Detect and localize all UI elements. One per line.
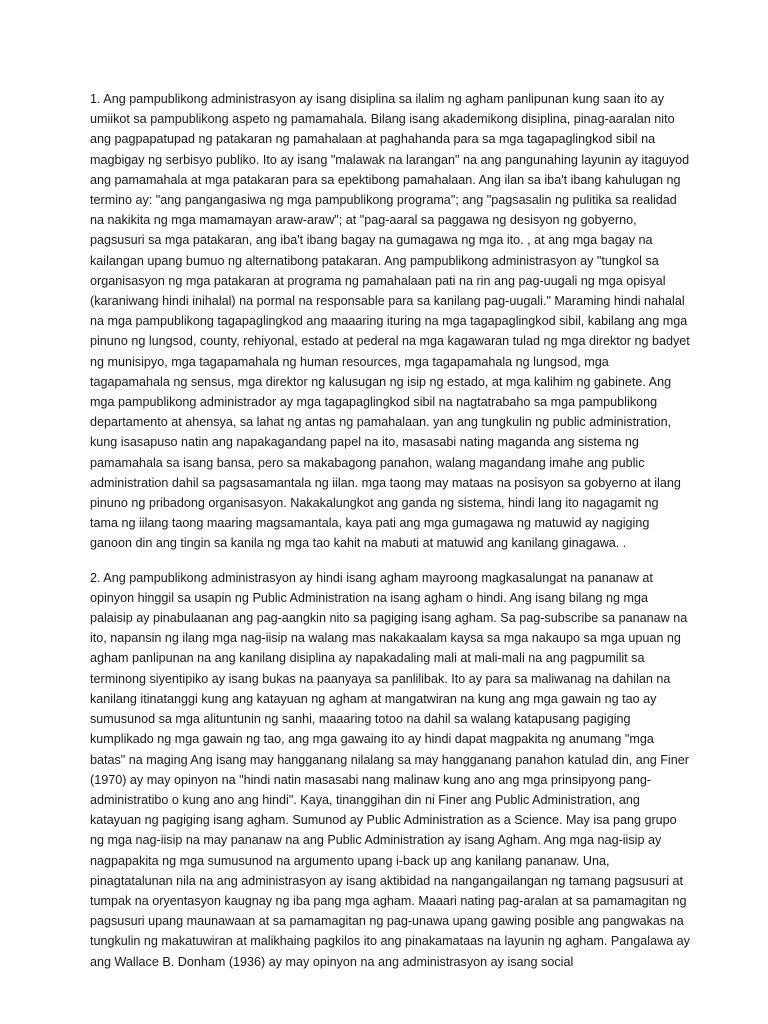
document-page xyxy=(90,89,690,986)
paragraph-1: 1. Ang pampublikong administrasyon ay isang disiplina sa ilalim ng agham panlipunan kung saan ito ay umiikot sa pampublikong aspeto ng pamamahala. Bilang isang akademikong disiplina, pinag-aaralan nito ang pagpapatupad ng patakaran ng pamahalaan at paghahanda para sa mga tagapaglingkod sibil na magbigay ng serbisyo publiko. Ito ay isang "malawak na larangan" na ang pangunahing layunin ay itaguyod ang pamamahala at mga patakaran para sa epektibong pamahalaan. Ang ilan sa iba't ibang kahulugan ng termino ay: "ang pangangasiwa ng mga pampublikong programa"; ang "pagsasalin ng pulitika sa realidad na nakikita ng mga mamamayan araw-araw"; at "pag-aaral sa paggawa ng desisyon ng gobyerno, pagsusuri sa mga patakaran, ang iba't ibang bagay na gumagawa ng mga ito. , at ang mga bagay na kailangan upang bumuo ng alternatibong patakaran. Ang pampublikong administrasyon ay "tungkol sa organisasyon ng mga patakaran at programa ng pamahalaan pati na rin ang pag-uugali ng mga opisyal (karaniwang hindi inihalal) na pormal na responsable para sa kanilang pag-uugali." Maraming hindi nahalal na mga pampublikong tagapaglingkod ang maaaring ituring na mga tagapaglingkod sibil, kabilang ang mga pinuno ng lungsod, county, rehiyonal, estado at pederal na mga kagawaran tulad ng mga direktor ng badyet ng munisipyo, mga tagapamahala ng human resources, mga tagapamahala ng lungsod, mga tagapamahala ng sensus, mga direktor ng kalusugan ng isip ng estado, at mga kalihim ng gabinete. Ang mga pampublikong administrador ay mga tagapaglingkod sibil na nagtatrabaho sa mga pampublikong departamento at ahensya, sa lahat ng antas ng pamahalaan. yan ang tungkulin ng public administration, kung isasapuso natin ang napakagandang papel na ito, masasabi nating maganda ang sistema ng pamamahala sa isang bansa, pero sa makabagong panahon, walang magandang imahe ang public administration dahil sa pagsasamantala ng iilan. mga taong may mataas na posisyon sa gobyerno at ilang pinuno ng pribadong organisasyon. Nakakalungkot ang ganda ng sistema, hindi lang ito nagagamit ng tama ng iilang taong maaring magsamantala, kaya pati ang mga gumagawa ng matuwid ay nagiging ganoon din ang tingin sa kanila ng mga tao kahit na mabuti at matuwid ang kanilang ginagawa. . xyxy=(90,92,690,551)
paragraph-2: 2. Ang pampublikong administrasyon ay hindi isang agham mayroong magkasalungat na pananaw at opinyon hinggil sa usapin ng Public Administration na isang agham o hindi. Ang isang bilang ng mga palaisip ay pinabulaanan ang pag-aangkin nito sa pagiging isang agham. Sa pag-subscribe sa pananaw na ito, napansin ng ilang mga nag-iisip na walang mas nakakaalam kaysa sa mga nakaupo sa mga upuan ng agham panlipunan na ang kanilang disiplina ay napakadaling mali at mali-mali na ang pagpumilit sa terminong siyentipiko ay isang bukas na paanyaya sa panlilibak. Ito ay para sa maliwanag na dahilan na kanilang itinatanggi kung ang katayuan ng agham at mangatwiran na kung ang mga gawain ng tao ay sumusunod sa mga alituntunin ng sanhi, maaaring totoo na dahil sa walang katapusang pagiging kumplikado ng mga gawain ng tao, ang mga gawaing ito ay hindi dapat magpakita ng anumang "mga batas" na maging Ang isang may hangganang nilalang sa may hangganang panahon katulad din, ang Finer (1970) ay may opinyon na "hindi natin masasabi nang malinaw kung ano ang mga prinsipyong pang-administratibo o kung ano ang hindi". Kaya, tinanggihan din ni Finer ang Public Administration, ang katayuan ng pagiging isang agham. Sumunod ay Public Administration as a Science. May isa pang grupo ng mga nag-iisip na may pananaw na ang Public Administration ay isang Agham. Ang mga nag-iisip ay nagpapakita ng mga sumusunod na argumento upang i-back up ang kanilang pananaw. Una, pinagtatalunan nila na ang administrasyon ay isang aktibidad na nangangailangan ng tamang pagsusuri at tumpak na oryentasyon kaugnay ng iba pang mga agham. Maaari nating pag-aralan at sa pamamagitan ng pagsusuri upang maunawaan at sa pamamagitan ng pag-unawa upang gawing posible ang pangwakas na tungkulin ng makatuwiran at malikhaing pagkilos ito ang pinakamataas na layunin ng agham. Pangalawa ay ang Wallace B. Donham (1936) ay may opinyon na ang administrasyon ay isang social xyxy=(90,570,690,969)
